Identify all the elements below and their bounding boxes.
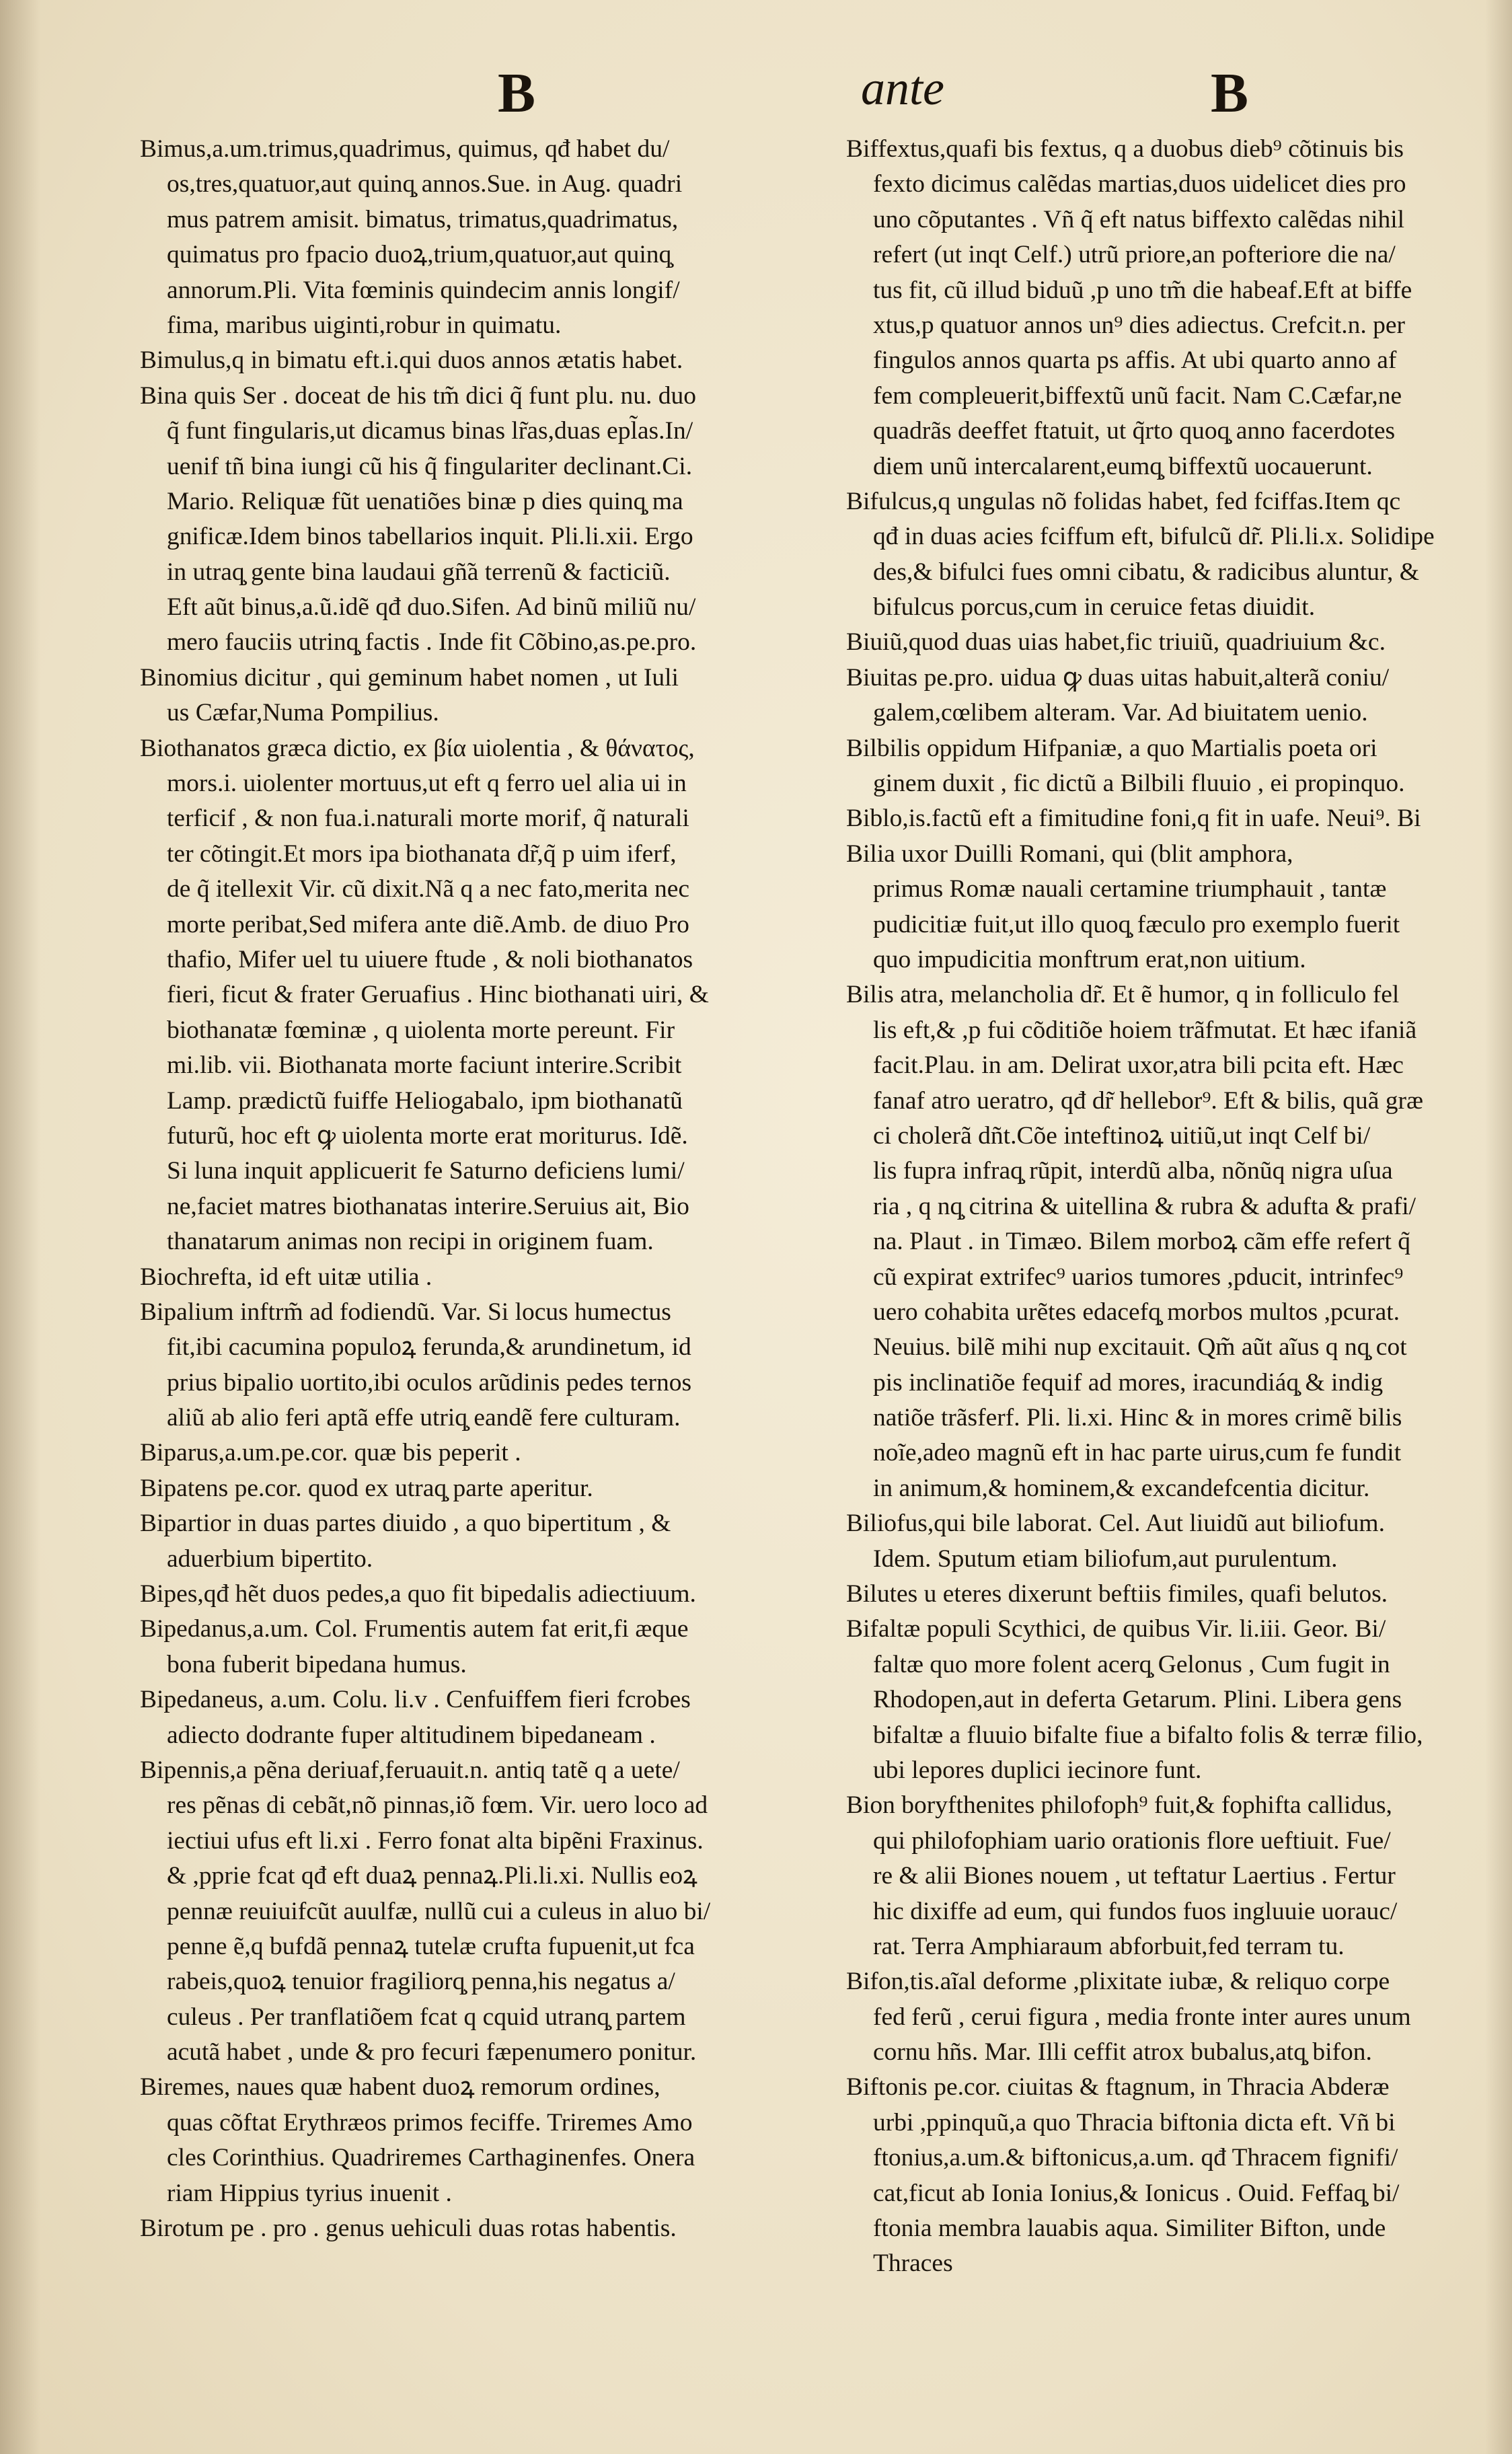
text-line: res pẽnas di cebãt,nõ pinnas,iõ fœm. Vir. uero loco ad	[167, 1791, 708, 1820]
entry-headword-line: Bipedaneus, a.um. Colu. li.v . Cenfuiffem fieri fcrobes	[140, 1686, 691, 1714]
entry-headword-line: Biochrefta, id eft uitæ utilia .	[140, 1263, 432, 1291]
text-line: ci cholerã dñt.Cõe inteftinoꝝ uitiũ,ut inqt Celf bi/	[873, 1121, 1371, 1150]
text-line: penne ẽ,q bufdã pennaꝝ tutelæ crufta fupuenit,ut fca	[167, 1932, 695, 1960]
text-line: in utraq̧ gente bina laudaui gñ̃a terrenũ & facticiũ.	[167, 558, 671, 586]
text-line: quas cõftat Erythræos primos feciffe. Triremes Amo	[167, 2108, 693, 2136]
text-line: lis eft,& ,p fui cõditiõe hoiem trãfmutat. Et hæc ifaniã	[873, 1016, 1417, 1044]
text-line: hic dixiffe ad eum, qui fundos fuos ingluuie uorauc/	[873, 1897, 1398, 1925]
text-line: rat. Terra Amphiaraum abforbuit,fed terram tu.	[873, 1932, 1345, 1960]
text-line: fima, maribus uiginti,robur in quimatu.	[167, 311, 562, 339]
entry-headword-line: Bifulcus,q ungulas nõ folidas habet, fed fciffas.Item qc	[846, 487, 1401, 515]
entry-headword-line: Biuiũ,quod duas uias habet,fic triuiũ, quadriuium &c.	[846, 628, 1386, 657]
text-line: & ,pprie fcat qđ eft duaꝝ pennaꝝ.Pli.li.xi. Nullis eoꝝ	[167, 1862, 697, 1890]
text-line: diem unũ intercalarent,eumq̧ biffextũ uocauerunt.	[873, 452, 1373, 480]
text-line: xtus,p quatuor annos un⁹ dies adiectus. Crefcit.n. per	[873, 311, 1406, 339]
text-line: fexto dicimus calẽdas martias,duos uidelicet dies pro	[873, 170, 1406, 198]
text-line: iectiui ufus eft li.xi . Ferro fonat alta bipẽni Fraxinus.	[167, 1826, 704, 1855]
text-line: cornu hñs. Mar. Illi ceffit atrox bubalus,atq̧ bifon.	[873, 2038, 1372, 2067]
text-line: mi.lib. vii. Biothanata morte faciunt interire.Scribit	[167, 1051, 682, 1080]
entry-headword-line: Bilia uxor Duilli Romani, qui (blit amphora,	[846, 840, 1293, 868]
text-line: quimatus pro fpacio duoꝝ,trium,quatuor,aut quinq̧	[167, 241, 672, 269]
page-edge-shadow	[1485, 0, 1512, 2454]
text-line: acutã habet , unde & pro fecuri fæpenumero ponitur.	[167, 2038, 697, 2067]
text-line: thanatarum animas non recipi in originem fuam.	[167, 1228, 654, 1256]
header-center-word: ante	[861, 61, 944, 115]
entry-headword-line: Bion boryfthenites philofoph⁹ fuit,& fophifta callidus,	[846, 1791, 1392, 1820]
entry-headword-line: Biparus,a.um.pe.cor. quæ bis peperit .	[140, 1439, 521, 1467]
entry-headword-line: Biuitas pe.pro. uidua ꝙ duas uitas habuit,alterã coniu/	[846, 663, 1390, 692]
entry-headword-line: Bipatens pe.cor. quod ex utraq̧ parte aperitur.	[140, 1474, 593, 1502]
text-line: de q̃ itellexit Vir. cũ dixit.Nã q a nec fato,merita nec	[167, 875, 689, 903]
text-line: pis inclinatiõe fequif ad mores, iracundiáq̧ & indig	[873, 1368, 1384, 1397]
text-line: lis fupra infraq̧ rũpit, interdũ alba, nõnũq nigra uſua	[873, 1157, 1393, 1185]
text-line: urbi ,ppinquũ,a quo Thracia biftonia dicta eft. Vñ bi	[873, 2108, 1396, 2136]
entry-headword-line: Bimus,a.um.trimus,quadrimus, quimus, qđ habet du/	[140, 135, 670, 163]
text-line: fanaf atro ueratro, qđ dr̃ hellebor⁹. Eft & bilis, quã græ	[873, 1086, 1424, 1115]
text-line: uno cõputantes . Vñ q̃ eft natus biffexto calẽdas nihil	[873, 205, 1405, 233]
text-line: futurũ, hoc eft ꝙ uiolenta morte erat moriturus. Idẽ.	[167, 1121, 688, 1150]
text-line: fingulos annos quarta ps affis. At ubi quarto anno af	[873, 346, 1397, 375]
left-column	[140, 132, 812, 2246]
text-line: ria , q nq̧ citrina & uitellina & rubra & adufta & prafi/	[873, 1192, 1416, 1220]
text-line: ter cõtingit.Et mors ipa biothanata dr̃,q̃ p uim iferf,	[167, 840, 677, 868]
text-line: fem compleuerit,biffextũ unũ facit. Nam C.Cæfar,ne	[873, 381, 1402, 410]
text-line: Lamp. prædictũ fuiffe Heliogabalo, ipm biothanatũ	[167, 1086, 683, 1115]
text-line: ftonius,a.um.& biftonicus,a.um. qđ Thracem fignifi/	[873, 2144, 1398, 2172]
header-left-letter: B	[498, 62, 536, 124]
entry-headword-line: Bifaltæ populi Scythici, de quibus Vir. li.iii. Geor. Bi/	[846, 1615, 1386, 1643]
text-line: uenif tñ bina iungi cũ his q̃ fingulariter declinant.Ci.	[167, 452, 693, 480]
entry-headword-line: Bilbilis oppidum Hifpaniæ, a quo Martialis poeta ori	[846, 734, 1377, 762]
text-line: Rhodopen,aut in deferta Getarum. Plini. Libera gens	[873, 1686, 1402, 1714]
entry-headword-line: Bipalium inftrm̃ ad fodiendũ. Var. Si locus humectus	[140, 1298, 671, 1326]
text-line: culeus . Per tranflatiõem fcat q cquid utranq̧ partem	[167, 2003, 686, 2031]
text-line: ne,faciet matres biothanatas interire.Seruius ait, Bio	[167, 1192, 689, 1220]
entry-headword-line: Bifon,tis.aĩal deforme ,plixitate iubæ, & reliquo corpe	[846, 1968, 1390, 1996]
right-column	[846, 132, 1485, 2282]
text-line: Neuius. bilẽ mihi nup excitauit. Qm̃ aũt aĩus q nq̧ cot	[873, 1333, 1407, 1362]
text-line: Thraces	[873, 2250, 953, 2278]
entry-headword-line: Biftonis pe.cor. ciuitas & ftagnum, in Thracia Abderæ	[846, 2073, 1390, 2102]
text-line: refert (ut inqt Celf.) utrũ priore,an pofteriore die na/	[873, 241, 1396, 269]
text-line: fed ferũ , cerui figura , media fronte inter aures unum	[873, 2003, 1411, 2031]
text-line: qui philofophiam uario orationis flore ueftiuit. Fue/	[873, 1826, 1391, 1855]
text-line: facit.Plau. in am. Delirat uxor,atra bili pcita eft. Hæc	[873, 1051, 1404, 1080]
text-line: ftonia membra lauabis aqua. Similiter Bifton, unde	[873, 2215, 1386, 2243]
entry-headword-line: Bipennis,a pẽna deriuaf,feruauit.n. antiq tatẽ q a uete/	[140, 1756, 680, 1784]
text-line: prius bipalio uortito,ibi oculos arũdinis pedes ternos	[167, 1368, 692, 1397]
text-line: aduerbium bipertito.	[167, 1545, 373, 1573]
entry-headword-line: Birotum pe . pro . genus uehiculi duas rotas habentis.	[140, 2215, 677, 2243]
text-line: adiecto dodrante fuper altitudinem bipedaneam .	[167, 1721, 656, 1749]
text-line: mus patrem amisit. bimatus, trimatus,quadrimatus,	[167, 205, 679, 233]
entry-headword-line: Biothanatos græca dictio, ex βία uiolentia , & θάνατος,	[140, 734, 695, 762]
text-line: Si luna inquit applicuerit fe Saturno deficiens lumi/	[167, 1157, 685, 1185]
text-line: biothanatæ fœminæ , q uiolenta morte pereunt. Fir	[167, 1016, 675, 1044]
text-line: fieri, ficut & frater Geruafius . Hinc biothanati uiri, &	[167, 981, 709, 1009]
text-line: os,tres,quatuor,aut quinq̧ annos.Sue. in Aug. quadri	[167, 170, 683, 198]
text-line: q̃ funt fingularis,ut dicamus binas lr̃as,duas epl̃as.In/	[167, 417, 693, 445]
text-line: riam Hippius tyrius inuenit .	[167, 2179, 452, 2207]
text-line: noĩe,adeo magnũ eft in hac parte uirus,cum fe fundit	[873, 1439, 1402, 1467]
running-header	[0, 61, 1512, 135]
entry-headword-line: Biblo,is.factũ eft a fimitudine foni,q fit in uafe. Neui⁹. Bi	[846, 805, 1421, 833]
text-line: Eft aũt binus,a.ũ.idẽ qđ duo.Sifen. Ad binũ miliũ nu/	[167, 593, 696, 622]
text-line: natiõe trãsferf. Pli. li.xi. Hinc & in mores crimẽ bilis	[873, 1404, 1402, 1432]
text-line: bifaltæ a fluuio bifalte fiue a bifalto folis & terræ filio,	[873, 1721, 1423, 1749]
entry-headword-line: Bilutes u eteres dixerunt beftiis fimiles, quafi belutos.	[846, 1580, 1388, 1608]
header-right-letter: B	[1211, 62, 1249, 124]
text-line: faltæ quo more folent acerq̧ Gelonus , Cum fugit in	[873, 1650, 1390, 1678]
entry-headword-line: Biremes, naues quæ habent duoꝝ remorum ordines,	[140, 2073, 660, 2102]
entry-headword-line: Bilis atra, melancholia dr̃. Et ẽ humor, q in folliculo fel	[846, 981, 1400, 1009]
text-line: pudicitiæ fuit,ut illo quoq̧ fæculo pro exemplo fuerit	[873, 910, 1400, 938]
text-line: in animum,& hominem,& excandefcentia dicitur.	[873, 1474, 1370, 1502]
text-line: cat,ficut ab Ionia Ionius,& Ionicus . Ouid. Feffaq̧ bi/	[873, 2179, 1400, 2207]
text-line: galem,cœlibem alteram. Var. Ad biuitatem uenio.	[873, 699, 1368, 727]
entry-headword-line: Biliofus,qui bile laborat. Cel. Aut liuidũ aut biliofum.	[846, 1510, 1385, 1538]
entry-headword-line: Bipartior in duas partes diuido , a quo bipertitum , &	[140, 1510, 671, 1538]
text-line: annorum.Pli. Vita fœminis quindecim annis longif/	[167, 276, 680, 304]
text-line: ubi lepores duplici iecinore funt.	[873, 1756, 1202, 1784]
entry-headword-line: Bipedanus,a.um. Col. Frumentis autem fat erit,fi æque	[140, 1615, 689, 1643]
text-line: rabeis,quoꝝ tenuior fragiliorq̧ penna,his negatus a/	[167, 1968, 675, 1996]
text-line: cũ expirat extrifec⁹ uarios tumores ,pducit, intrinfec⁹	[873, 1263, 1404, 1291]
text-line: mors.i. uiolenter mortuus,ut eft q ferro uel alia ui in	[167, 770, 687, 798]
text-line: uero cohabita urẽtes edacefq̧ morbos multos ,pcurat.	[873, 1298, 1400, 1326]
text-line: ginem duxit , fic dictũ a Bilbili fluuio , ei propinquo.	[873, 770, 1405, 798]
text-line: tus fit, cũ illud biduũ ,p uno tm̃ die habeaf.Eft at biffe	[873, 276, 1412, 304]
text-line: quo impudicitia monftrum erat,non uitium.	[873, 945, 1306, 973]
text-line: thafio, Mifer uel tu uiuere ftude , & noli biothanatos	[167, 945, 693, 973]
text-line: mero fauciis utrinq̧ factis . Inde fit Cõbino,as.pe.pro.	[167, 628, 697, 657]
entry-headword-line: Binomius dicitur , qui geminum habet nomen , ut Iuli	[140, 663, 679, 692]
entry-headword-line: Bimulus,q in bimatu eft.i.qui duos annos ætatis habet.	[140, 346, 683, 375]
text-line: us Cæfar,Numa Pompilius.	[167, 699, 439, 727]
text-line: pennæ reuiuifcũt auulfæ, nullũ cui a culeus in aluo bi/	[167, 1897, 711, 1925]
text-line: cles Corinthius. Quadriremes Carthaginenfes. Onera	[167, 2144, 695, 2172]
text-line: fit,ibi cacumina populoꝝ ferunda,& arundinetum, id	[167, 1333, 691, 1362]
text-line: qđ in duas acies fciffum eft, bifulcũ dr̃. Pli.li.x. Solidipe	[873, 523, 1435, 551]
entry-headword-line: Biffextus,quafi bis fextus, q a duobus dieb⁹ cõtinuis bis	[846, 135, 1404, 163]
text-line: quadrãs deeffet ftatuit, ut q̃rto quoq̧ anno facerdotes	[873, 417, 1396, 445]
entry-headword-line: Bipes,qđ hẽt duos pedes,a quo fit bipedalis adiectiuum.	[140, 1580, 696, 1608]
text-line: primus Romæ nauali certamine triumphauit , tantæ	[873, 875, 1387, 903]
text-line: Idem. Sputum etiam biliofum,aut purulentum.	[873, 1545, 1338, 1573]
text-line: Mario. Reliquæ fũt uenatiões binæ p dies quinq̧ ma	[167, 487, 683, 515]
text-line: aliũ ab alio feri aptã effe utriq̧ eandẽ fere culturam.	[167, 1404, 681, 1432]
text-line: re & alii Biones nouem , ut teftatur Laertius . Fertur	[873, 1862, 1396, 1890]
text-line: bifulcus porcus,cum in ceruice fetas diuidit.	[873, 593, 1316, 622]
text-line: bona fuberit bipedana humus.	[167, 1650, 467, 1678]
text-line: na. Plaut . in Timæo. Bilem morboꝝ cãm effe refert q̃	[873, 1228, 1410, 1256]
text-line: morte peribat,Sed mifera ante diẽ.Amb. de diuo Pro	[167, 910, 689, 938]
text-line: des,& bifulci fues omni cibatu, & radicibus aluntur, &	[873, 558, 1419, 586]
text-line: gnificæ.Idem binos tabellarios inquit. Pli.li.xii. Ergo	[167, 523, 693, 551]
entry-headword-line: Bina quis Ser . doceat de his tm̃ dici q̃ funt plu. nu. duo	[140, 381, 696, 410]
text-line: terficif , & non fua.i.naturali morte morif, q̃ naturali	[167, 805, 689, 833]
gutter-shadow	[0, 0, 40, 2454]
